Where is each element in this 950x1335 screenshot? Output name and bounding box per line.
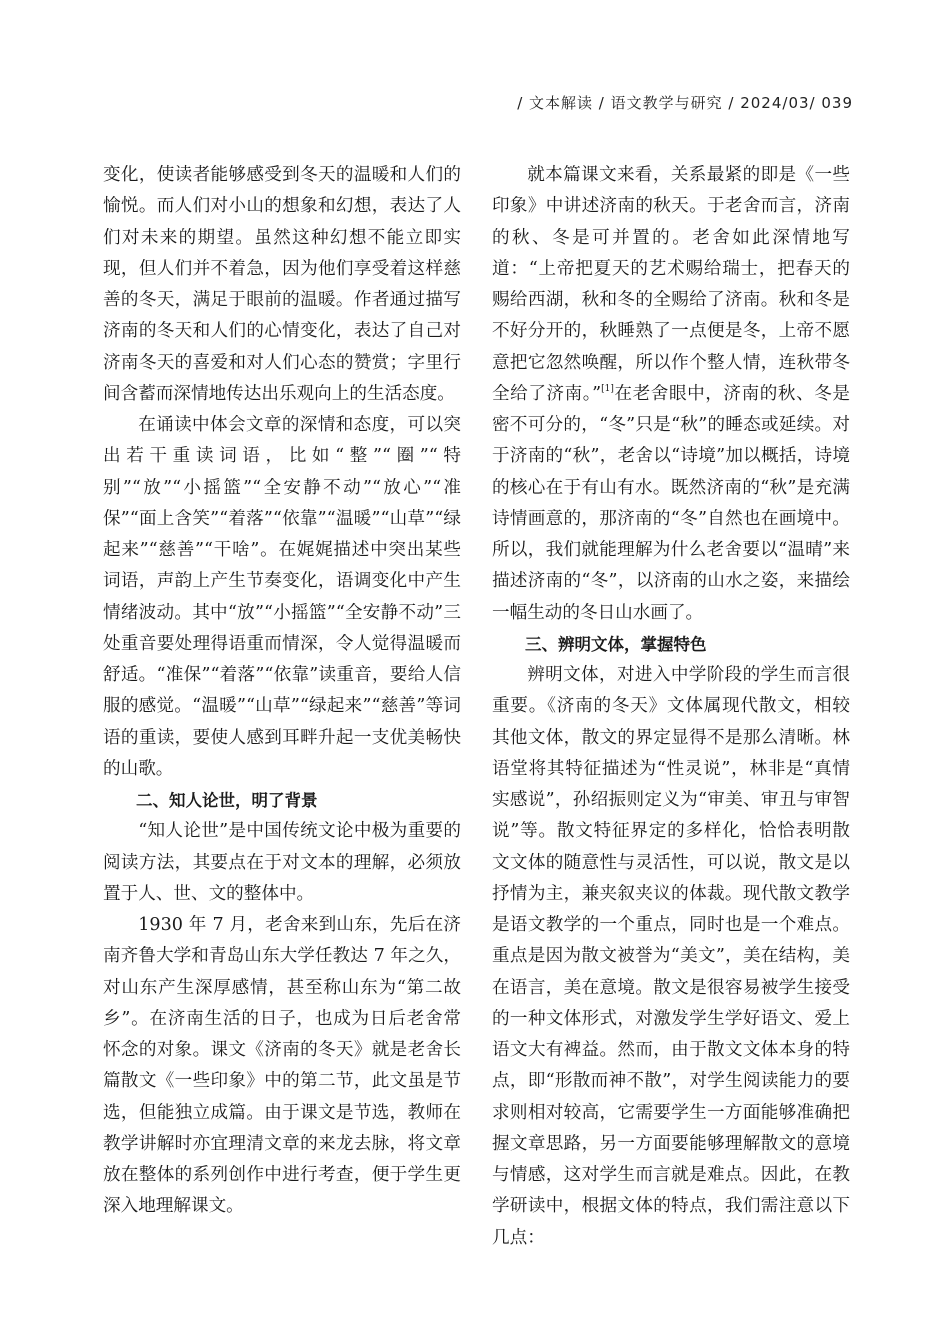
left-column bbox=[103, 160, 461, 1223]
paragraph-left-2: 在诵读中体会文章的深情和态度，可以突出若干重读词语，比如“整”“圈”“特别”“放”“小摇篮”“全安静不动”“放心”“准保”“面上含笑”“着落”“依靠”“温暖”“山草”“绿起来”“慈善”“干啥”。在娓娓描述中突出某些词语，声韵上产生节奏变化，语调变化中产生情绪波动。其中“放”“小摇篮”“全安静不动”三处重音要处理得语重而情深，令人觉得温暖而舒适。“准保”“着落”“依靠”读重音，要给人信服的感觉。“温暖”“山草”“绿起来”“慈善”等词语的重读，要使人感到耳畔升起一支优美畅快的山歌。 bbox=[103, 415, 461, 779]
section-heading-2: 二、知人论世，明了背景 bbox=[136, 791, 318, 810]
paragraph-right-1-part-b: 在老舍眼中，济南的秋、冬是密不可分的，“冬”只是“秋”的睡态或延续。对于济南的“秋”，老舍以“诗境”加以概括，诗境的核心在于有山有水。既然济南的“秋”是充满诗情画意的，那济南的“冬”自然也在画境中。所以，我们就能理解为什么老舍要以“温晴”来描述济南的“冬”，以济南的山水之姿，来描绘一幅生动的冬日山水画了。 bbox=[492, 383, 850, 623]
paragraph-right-1 bbox=[492, 160, 850, 629]
paragraph-left-3: “知人论世”是中国传统文论中极为重要的阅读方法，其要点在于对文本的理解，必须放置于人、世、文的整体中。 bbox=[103, 821, 461, 904]
running-header: / 文本解读 / 语文教学与研究 / 2024/03/ 039 bbox=[517, 94, 853, 112]
paragraph-left-1: 变化，使读者能够感受到冬天的温暖和人们的愉悦。而人们对小山的想象和幻想，表达了人们对未来的期望。虽然这种幻想不能立即实现，但人们并不着急，因为他们享受着这样慈善的冬天，满足于眼前的温暖。作者通过描写济南的冬天和人们的心情变化，表达了自己对济南冬天的喜爱和对人们心态的赞赏；字里行间含蓄而深情地传达出乐观向上的生活态度。 bbox=[103, 165, 461, 404]
paragraph-left-4: 1930 年 7 月，老舍来到山东，先后在济南齐鲁大学和青岛山东大学任教达 7 年之久，对山东产生深厚感情，甚至称山东为“第二故乡”。在济南生活的日子，也成为日后老舍常怀念的对象。课文《济南的冬天》就是老舍长篇散文《一些印象》中的第二节，此文虽是节选，但能独立成篇。由于课文是节选，教师在教学讲解时亦宜理清文章的来龙去脉，将文章放在整体的系列创作中进行考查，便于学生更深入地理解课文。 bbox=[103, 915, 461, 1217]
section-heading-3: 三、辨明文体，掌握特色 bbox=[525, 634, 707, 654]
paragraph-right-2: 辨明文体，对进入中学阶段的学生而言很重要。《济南的冬天》文体属现代散文，相较其他文体，散文的界定显得不是那么清晰。林语堂将其特征描述为“性灵说”，林非是“真情实感说”，孙绍振则定义为“审美、审丑与审智说”等。散文特征界定的多样化，恰恰表明散文文体的随意性与灵活性，可以说，散文是以抒情为主，兼夹叙夹议的体裁。现代散文教学是语文教学的一个重点，同时也是一个难点。重点是因为散文被誉为“美文”，美在结构，美在语言，美在意境。散文是很容易被学生接受的一种文体形式，对激发学生学好语文、爱上语文大有裨益。然而，由于散文文体本身的特点，即“形散而神不散”，对学生阅读能力的要求则相对较高，它需要学生一方面能够准确把握文章思路，另一方面要能够理解散文的意境与情感，这对学生而言就是难点。因此，在教学研读中，根据文体的特点，我们需注意以下几点： bbox=[492, 665, 850, 1248]
citation-marker: [1] bbox=[601, 383, 614, 394]
paragraph-right-1-part-a: 就本篇课文来看，关系最紧的即是《一些印象》中讲述济南的秋天。于老舍而言，济南的秋、冬是可并置的。老舍如此深情地写道：“上帝把夏天的艺术赐给瑞士，把春天的赐给西湖，秋和冬的全赐给了济南。秋和冬是不好分开的，秋睡熟了一点便是冬，上帝不愿意把它忽然唤醒，所以作个整人情，连秋带冬全给了济南。” bbox=[492, 165, 850, 404]
right-column bbox=[492, 160, 850, 1254]
